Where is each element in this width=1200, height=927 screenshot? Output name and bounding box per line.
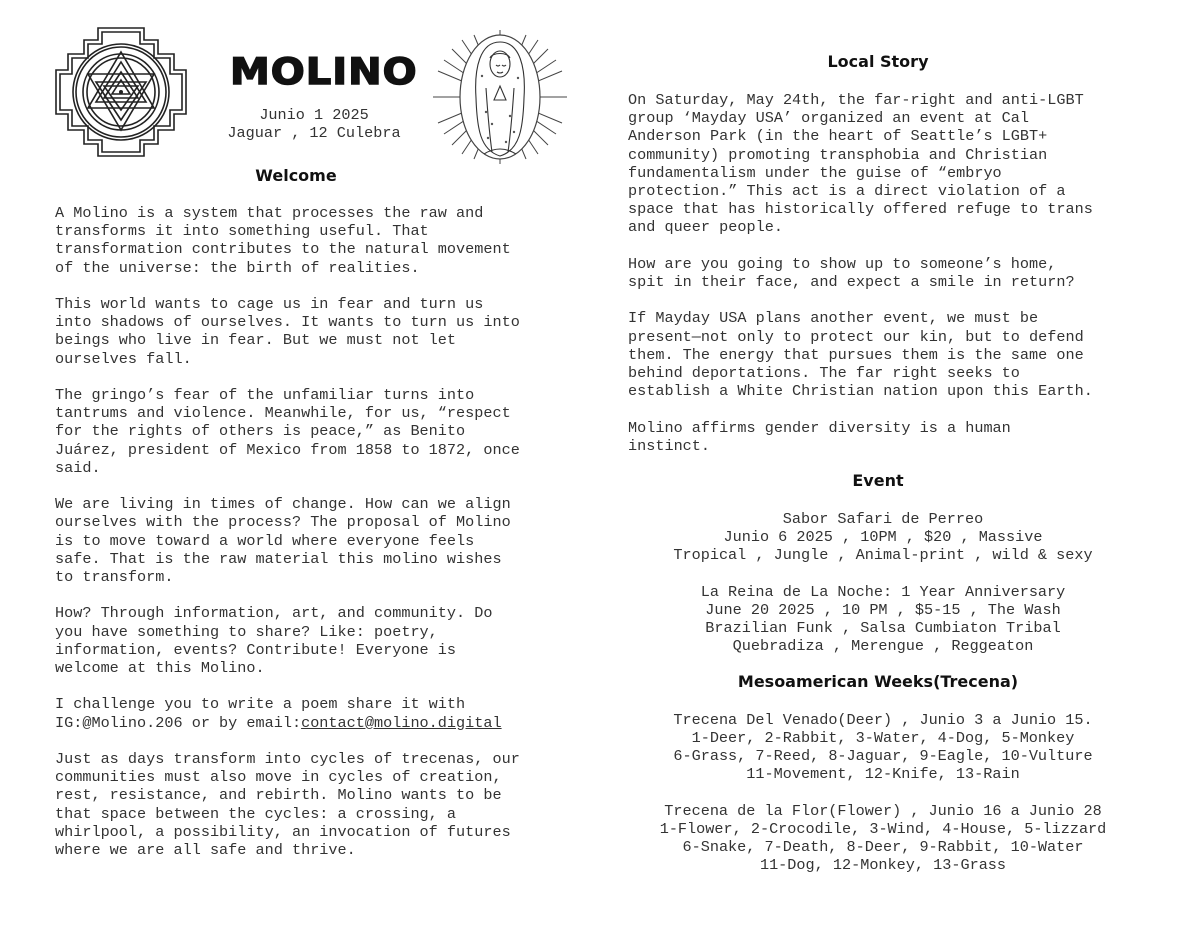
trecena-item: Trecena de la Flor(Flower) , Junio 16 a Junio 28 1-Flower, 2-Crocodile, 3-Wind, 4-House, 5-lizzard 6-Snake, 7-Death, 8-Deer, 9-Rabbit, 10-Water 11-Dog, 12-Monkey, 13-Grass <box>659 801 1107 875</box>
virgin-of-guadalupe-icon <box>430 28 570 166</box>
welcome-paragraph: How? Through information, art, and community. Do you have something to share? Like: poetry, information, events? Contribute! Everyone is welcome at this Molino. <box>55 604 493 678</box>
welcome-paragraph: The gringo’s fear of the unfamiliar turns into tantrums and violence. Meanwhile, for us, “respect for the rights of others is peace,” as Benito Juárez, president of Mexico from 1858 to 1872, once said. <box>55 386 520 477</box>
email-link[interactable]: contact@molino.digital <box>301 713 502 732</box>
local-story-heading: Local Story <box>827 52 929 71</box>
masthead-title: MOLINO <box>230 51 418 94</box>
welcome-paragraph: We are living in times of change. How can we align ourselves with the process? The proposal of Molino is to move toward a world where everyone feels safe. That is the raw material this molino wishes to transform. <box>55 495 511 587</box>
welcome-paragraph: This world wants to cage us in fear and turn us into shadows of ourselves. It wants to turn us into beings who live in fear. But we must not let ourselves fall. <box>55 295 520 368</box>
trecena-section <box>628 711 1138 875</box>
event-item: La Reina de La Noche: 1 Year Anniversary June 20 2025 , 10 PM , $5-15 , The Wash Brazilian Funk , Salsa Cumbiaton Tribal Quebradiza , Merengue , Reggeaton <box>700 582 1066 656</box>
welcome-section <box>55 204 575 877</box>
closing-paragraph: Just as days transform into cycles of trecenas, our communities must also move in cycles of creation, rest, resistance, and rebirth. Molino wants to be that space between the cycles: a crossing, a whirlpool, a possibility, an invocation of futures where we are all safe and thrive. <box>55 750 520 860</box>
challenge-paragraph <box>55 695 575 731</box>
story-paragraph: How are you going to show up to someone’s home, spit in their face, and expect a smile in return? <box>628 254 1075 292</box>
welcome-heading: Welcome <box>255 166 337 185</box>
welcome-paragraph: A Molino is a system that processes the raw and transforms it into something useful. That transformation contributes to the natural movement of the universe: the birth of realities. <box>55 204 511 277</box>
sri-yantra-icon <box>54 26 188 158</box>
challenge-text: I challenge you to write a poem share it with IG:@Molino.206 or by email: <box>55 695 466 732</box>
right-column <box>628 52 1148 893</box>
story-paragraph: On Saturday, May 24th, the far-right and anti-LGBT group ‘Mayday USA’ organized an event at Cal Anderson Park (in the heart of Seattle’s LGBT+ community) promoting transphobia and Christian fundamentalism under the guise of “embryo protection.” This act is a direct violation of a space that has historically offered refuge to trans and queer people. <box>628 91 1093 237</box>
event-item: Sabor Safari de Perreo Junio 6 2025 , 10PM , $20 , Massive Tropical , Jungle , Animal-print , wild & sexy <box>673 510 1093 565</box>
masthead-dates <box>214 106 414 142</box>
event-section <box>628 510 1138 656</box>
masthead-day-sign: Jaguar , 12 Culebra <box>227 124 401 143</box>
masthead-date: Junio 1 2025 <box>259 106 369 124</box>
story-paragraph: If Mayday USA plans another event, we must be present—not only to protect our kin, but to defend them. The energy that pursues them is the same one behind deportations. The far right seeks to establish a White Christian nation upon this Earth. <box>628 309 1093 401</box>
local-story-section <box>628 91 1148 455</box>
event-heading: Event <box>852 471 904 491</box>
trecena-heading: Mesoamerican Weeks(Trecena) <box>737 671 1019 691</box>
trecena-item: Trecena Del Venado(Deer) , Junio 3 a Junio 15. 1-Deer, 2-Rabbit, 3-Water, 4-Dog, 5-Monkey 6-Grass, 7-Reed, 8-Jaguar, 9-Eagle, 10-Vulture 11-Movement, 12-Knife, 13-Rain <box>673 710 1093 784</box>
story-paragraph: Molino affirms gender diversity is a human instinct. <box>628 418 1011 455</box>
